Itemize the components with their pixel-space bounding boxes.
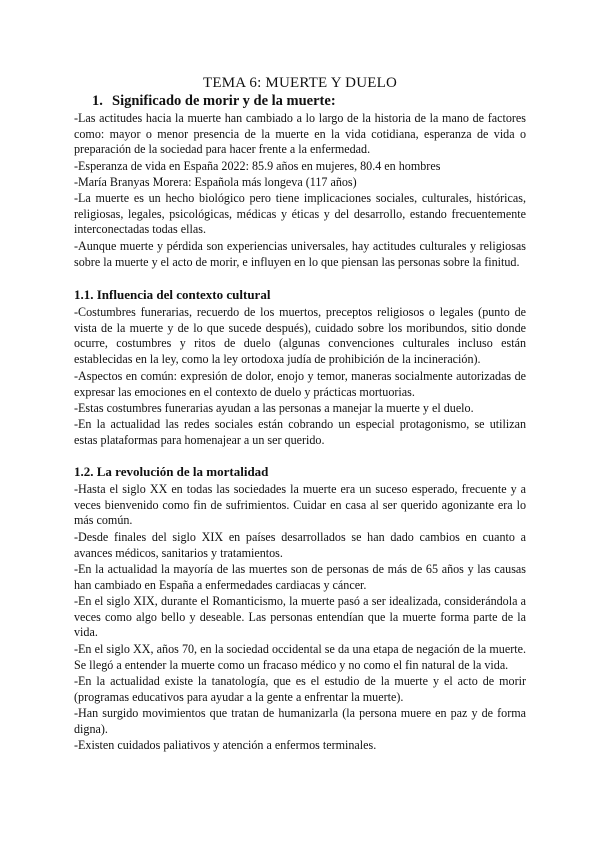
section-1-1-heading: 1.1. Influencia del contexto cultural [74, 287, 271, 302]
paragraph: -En la actualidad existe la tanatología, que es el estudio de la muerte y el acto de morir (programas educativos para ayudar a la gente a enfrentar la muerte). [74, 674, 526, 704]
paragraph: -Han surgido movimientos que tratan de humanizarla (la persona muere en paz y de forma digna). [74, 706, 526, 736]
paragraph: -Hasta el siglo XX en todas las sociedades la muerte era un suceso esperado, frecuente y a veces bienvenido como fin de sufrimientos. Cuidar en casa al ser querido agonizante era lo más común. [74, 482, 526, 528]
paragraph: -En el siglo XX, años 70, en la sociedad occidental se da una etapa de negación de la muerte. Se llegó a entender la muerte como un fracaso médico y no como el fin natural de la vida. [74, 642, 526, 672]
section-1-heading [92, 93, 336, 110]
paragraph: -En la actualidad la mayoría de las muertes son de personas de más de 65 años y las causas han cambiado en España a enfermedades cardiacas y cáncer. [74, 562, 526, 592]
paragraph: -En la actualidad las redes sociales están cobrando un especial protagonismo, se utilizan estas plataformas para homenajear a un ser querido. [74, 417, 526, 447]
paragraph: -Costumbres funerarias, recuerdo de los muertos, preceptos religiosos o legales (punto de vista de la muerte y de lo que sucede después), cuidado sobre los moribundos, sitio donde ocurre, costumbres y ritos de duelo (algunas convenciones culturales incluso están establecidas en la ley, como la ley ortodoxa judía de prohibición de la incineración). [74, 305, 526, 366]
paragraph: -Existen cuidados paliativos y atención a enfermos terminales. [74, 738, 377, 752]
paragraph: -Aunque muerte y pérdida son experiencias universales, hay actitudes culturales y religiosas sobre la muerte y el acto de morir, e influyen en lo que piensan las personas sobre la finitud. [74, 239, 526, 269]
paragraph: -Estas costumbres funerarias ayudan a las personas a manejar la muerte y el duelo. [74, 401, 474, 415]
section-1-number: 1. [92, 93, 103, 109]
section-1-2-heading: 1.2. La revolución de la mortalidad [74, 464, 269, 479]
paragraph: -En el siglo XIX, durante el Romanticismo, la muerte pasó a ser idealizada, considerándola a veces como algo bello y deseable. Las personas entendían que la muerte forma parte de la vida. [74, 594, 526, 640]
document-title: TEMA 6: MUERTE Y DUELO [202, 75, 398, 91]
paragraph: -Desde finales del siglo XIX en países desarrollados se han dado cambios en cuanto a avances médicos, sanitarios y tratamientos. [74, 530, 526, 560]
paragraph: -Aspectos en común: expresión de dolor, enojo y temor, maneras socialmente autorizadas de expresar las emociones en el contexto de duelo y prácticas mortuorias. [74, 369, 526, 399]
paragraph: -María Branyas Morera: Española más longeva (117 años) [74, 175, 357, 189]
paragraph: -Esperanza de vida en España 2022: 85.9 años en mujeres, 80.4 en hombres [74, 159, 441, 173]
paragraph: -Las actitudes hacia la muerte han cambiado a lo largo de la historia de la mano de factores como: mayor o menor presencia de la muerte en la vida cotidiana, esperanza de vida o preparación de la sociedad para hacer frente a la enfermedad. [74, 111, 526, 157]
paragraph: -La muerte es un hecho biológico pero tiene implicaciones sociales, culturales, históricas, religiosas, legales, psicológicas, médicas y éticas y del desarrollo, estando frecuentemente interconectadas todas ellas. [74, 191, 526, 237]
section-1-heading-text: Significado de morir y de la muerte: [112, 93, 336, 109]
